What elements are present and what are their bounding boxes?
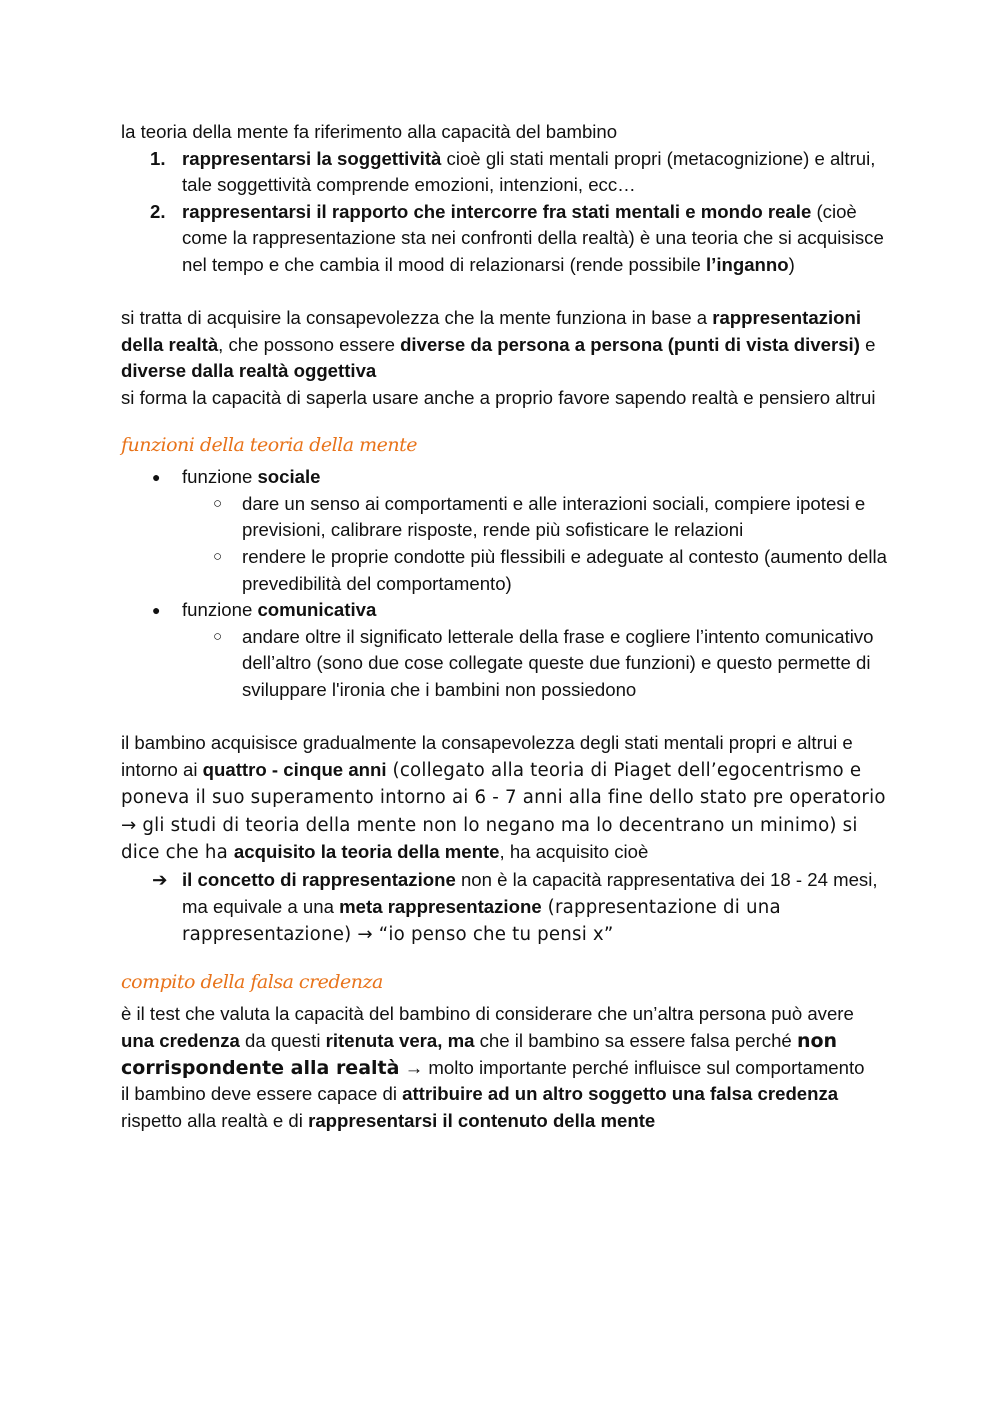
- bullet-circle-icon: ○: [213, 494, 223, 512]
- list-text: andare oltre il significato letterale della frase e cogliere l’intento comunicativo dell’altro (sono due cose collegate queste due funzioni) e questo permette di sviluppare l'ironia che i bambini non possiedono: [242, 625, 874, 700]
- arrow-bullet-item: [121, 867, 891, 949]
- list-text: dare un senso ai comportamenti e alle interazioni sociali, compiere ipotesi e previsioni, calibrare risposte, rende più sofisticare le relazioni: [242, 492, 866, 541]
- list-text: (cioè come la rappresentazione sta nei confronti della realtà) è una teoria che si acquisisce nel tempo e che cambia il mood di relazionarsi (rende possibile: [182, 200, 884, 275]
- paragraph: [121, 730, 891, 867]
- list-text: (rappresentazione di una rappresentazione) → “io penso che tu pensi x”: [182, 896, 781, 946]
- list-text: non è la capacità rappresentativa dei 18 - 24 mesi, ma equivale a una: [182, 869, 878, 917]
- bold-term: diverse dalla realtà oggettiva: [121, 360, 377, 382]
- intro-line: la teoria della mente fa riferimento alla capacità del bambino: [121, 121, 618, 142]
- text-run: rispetto alla realtà e di: [121, 1109, 309, 1131]
- text-run: è il test che valuta la capacità del bambino di considerare che un’altra persona può avere: [121, 1003, 854, 1025]
- paragraph: [121, 305, 891, 385]
- text-run: che il bambino sa essere falsa perché: [474, 1030, 797, 1051]
- bold-term: rappresentarsi il rapporto che intercorre fra stati mentali e mondo reale: [182, 200, 812, 222]
- bold-term: non corrispondente alla realtà: [121, 1030, 838, 1079]
- bold-term: rappresentarsi la soggettività: [182, 147, 442, 169]
- bullet-dot-icon: ●: [152, 602, 161, 619]
- list-number: 2.: [150, 200, 166, 222]
- bold-term: rappresentarsi il contenuto della mente: [308, 1109, 656, 1131]
- text-run: si tratta di acquisire la consapevolezza che la mente funziona in base a: [121, 307, 713, 329]
- bold-term: →: [404, 1056, 424, 1078]
- sub-bullet-item: [121, 544, 891, 597]
- list-text: cioè gli stati mentali propri (metacognizione) e altrui, tale soggettività comprende emozioni, intenzioni, ecc…: [182, 147, 876, 196]
- list-text: ): [788, 253, 795, 275]
- text-run: , ha acquisito cioè: [499, 841, 649, 863]
- bullet-circle-icon: ○: [213, 547, 223, 565]
- bold-term: acquisito la teoria della mente: [233, 841, 500, 863]
- list-text: funzione: [182, 599, 258, 621]
- text-run: e: [859, 333, 876, 355]
- text-run: il bambino acquisisce gradualmente la consapevolezza degli stati mentali propri e altrui e intorno ai: [121, 732, 853, 780]
- bullet-dot-icon: ●: [152, 469, 161, 486]
- text-run: (collegato alla teoria di Piaget dell’egocentrismo e poneva il suo superamento intorno ai 6 - 7 anni alla fine dello stato pre operatorio → gli studi di teoria della mente non lo negano ma lo decentrano un minimo) si dice che ha: [121, 759, 886, 864]
- bullet-item: [121, 464, 891, 491]
- list-text: funzione: [182, 466, 258, 488]
- text-run: , che possono essere: [218, 333, 401, 355]
- bold-term: l’inganno: [706, 253, 789, 275]
- list-text: rendere le proprie condotte più flessibili e adeguate al contesto (aumento della prevedibilità del comportamento): [242, 545, 887, 594]
- bold-term: diverse da persona a persona (punti di vista diversi): [400, 333, 860, 355]
- bold-term: ritenuta vera, ma: [325, 1030, 475, 1051]
- bold-term: sociale: [257, 466, 321, 488]
- list-number: 1.: [150, 147, 166, 169]
- bold-term: una credenza: [121, 1030, 240, 1051]
- bold-term: il concetto di rappresentazione: [182, 869, 456, 891]
- bullet-circle-icon: ○: [213, 627, 223, 645]
- bullet-item: [121, 597, 891, 624]
- paragraph: si forma la capacità di saperla usare anche a proprio favore sapendo realtà e pensiero altrui: [121, 386, 876, 408]
- bold-term: attribuire ad un altro soggetto una falsa credenza: [402, 1083, 839, 1105]
- bold-term: quattro - cinque anni: [202, 758, 387, 780]
- text-run: il bambino deve essere capace di: [121, 1083, 403, 1105]
- bold-term: meta rappresentazione: [339, 895, 542, 917]
- arrow-right-icon: ➔: [152, 869, 168, 891]
- ordered-list-item: [121, 146, 891, 199]
- ordered-list-item: [121, 199, 891, 279]
- bold-term: rappresentazioni della realtà: [121, 307, 862, 355]
- sub-bullet-item: [121, 491, 891, 544]
- sub-bullet-item: [121, 624, 891, 704]
- paragraph: [121, 1081, 891, 1134]
- section-heading: funzioni della teoria della mente: [121, 433, 417, 456]
- text-run: da questi: [239, 1030, 326, 1051]
- document-page: [121, 119, 891, 1134]
- bold-term: comunicativa: [257, 599, 377, 621]
- text-run: molto importante perché influisce sul comportamento: [423, 1056, 865, 1078]
- paragraph: [121, 1001, 891, 1081]
- section-heading: compito della falsa credenza: [121, 970, 383, 993]
